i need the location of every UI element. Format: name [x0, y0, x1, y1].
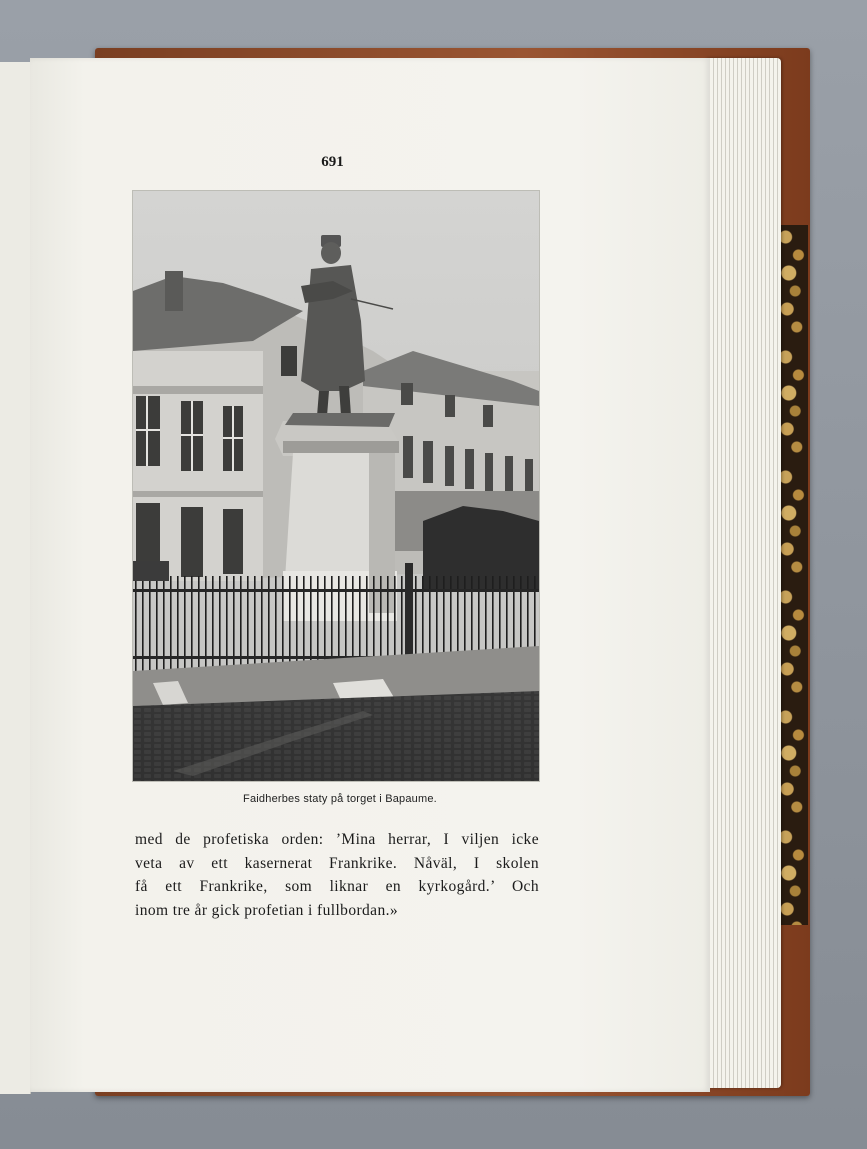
text-line: veta av ett kasernerat Frankrike. Nåväl, I skolen: [135, 854, 539, 872]
photo-caption: Faidherbes staty på torget i Bapaume.: [243, 793, 437, 805]
page-number: 691: [321, 154, 344, 170]
text-line: inom tre år gick profetian i fullbordan.»: [135, 901, 399, 919]
page-edges: [706, 58, 781, 1088]
text-line: få ett Frankrike, som liknar en kyrkogård.’ Och: [135, 878, 539, 895]
body-text: [135, 828, 539, 922]
left-page-edge: [0, 62, 31, 1094]
text-line: med de profetiska orden: ’Mina herrar, I viljen icke: [135, 831, 539, 848]
statue-photograph: [132, 190, 540, 782]
